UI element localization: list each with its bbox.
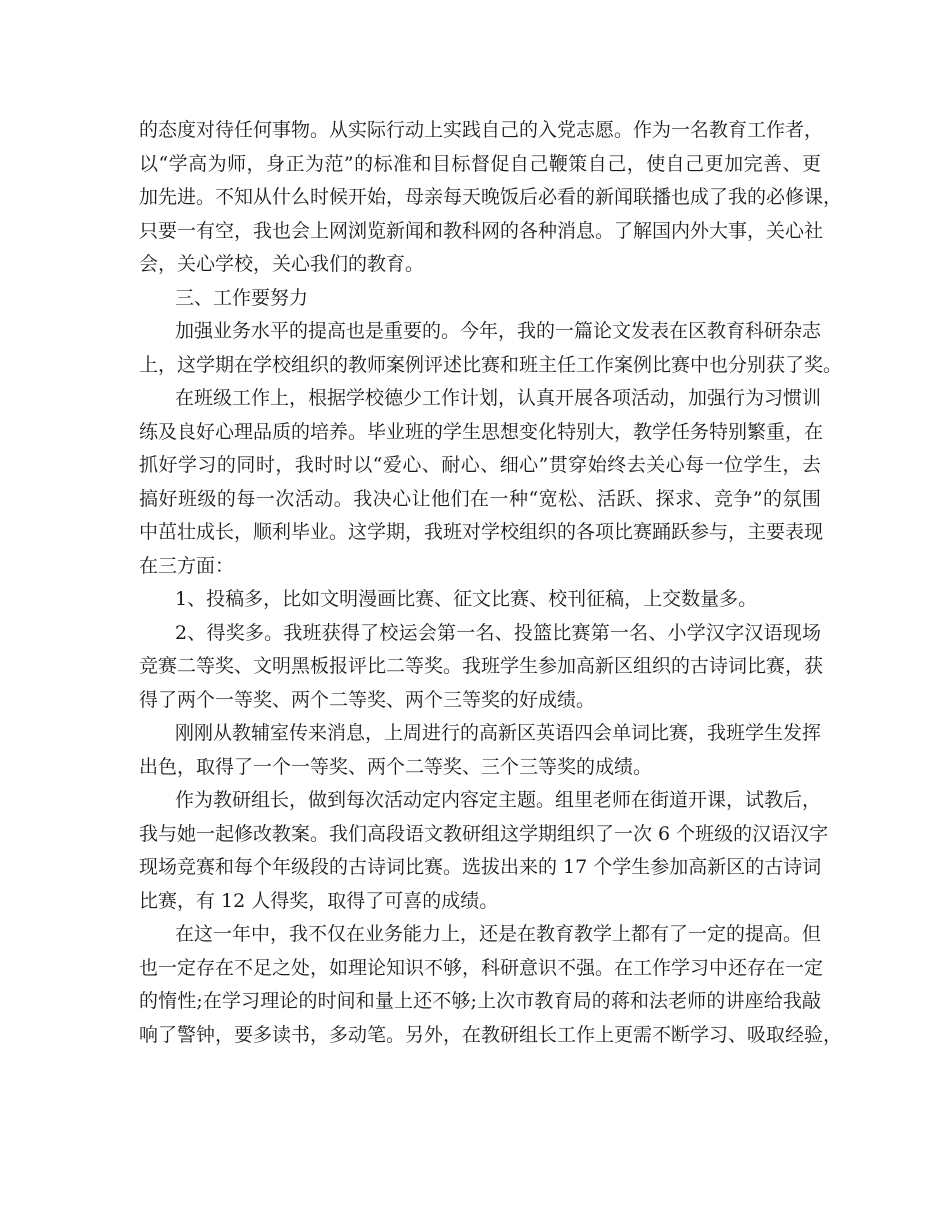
document-line: 搞好班级的每一次活动。我决心让他们在一种“宽松、活跃、探求、竞争”的氛围 <box>139 487 821 510</box>
document-line: 响了警钟，要多读书，多动笔。另外，在教研组长工作上更需不断学习、吸取经验， <box>139 1023 843 1046</box>
document-line: 比赛，有 12 人得奖，取得了可喜的成绩。 <box>139 889 499 912</box>
document-line: 现场竞赛和每个年级段的古诗词比赛。选拔出来的 17 个学生参加高新区的古诗词 <box>139 856 822 878</box>
document-line: 竞赛二等奖、文明黑板报评比二等奖。我班学生参加高新区组织的古诗词比赛，获 <box>139 655 824 677</box>
document-line: 上，这学期在学校组织的教师案例评述比赛和班主任工作案例比赛中也分别获了奖。 <box>139 353 843 376</box>
document-line: 作为教研组长，做到每次活动定内容定主题。组里老师在街道开课，试教后， <box>175 789 822 811</box>
document-line: 加先进。不知从什么时候开始，母亲每天晚饭后必看的新闻联播也成了我的必修课， <box>139 186 843 208</box>
document-line: 三、工作要努力 <box>175 286 309 309</box>
document-line: 抓好学习的同时，我时时以“爱心、耐心、细心”贯穿始终去关心每一位学生，去 <box>139 454 821 476</box>
document-line: 出色，取得了一个一等奖、两个二等奖、三个三等奖的成绩。 <box>139 755 653 778</box>
document-body <box>139 114 843 1052</box>
document-line: 刚刚从教辅室传来消息，上周进行的高新区英语四会单词比赛，我班学生发挥 <box>175 722 822 744</box>
document-line: 的惰性;在学习理论的时间和量上还不够;上次市教育局的蒋和法老师的讲座给我敲 <box>139 990 821 1012</box>
document-line: 在这一年中，我不仅在业务能力上，还是在教育教学上都有了一定的提高。但 <box>175 923 822 945</box>
document-line: 的态度对待任何事物。从实际行动上实践自己的入党志愿。作为一名教育工作者， <box>139 119 824 141</box>
document-line: 在班级工作上，根据学校德少工作计划，认真开展各项活动，加强行为习惯训 <box>175 387 822 409</box>
document-line: 只要一有空，我也会上网浏览新闻和教科网的各种消息。了解国内外大事，关心社 <box>139 219 824 242</box>
document-line: 加强业务水平的提高也是重要的。今年，我的一篇论文发表在区教育科研杂志 <box>175 320 822 342</box>
document-line: 1、投稿多，比如文明漫画比赛、征文比赛、校刊征稿，上交数量多。 <box>175 588 758 610</box>
document-line: 在三方面： <box>139 554 235 577</box>
document-line: 会，关心学校，关心我们的教育。 <box>139 253 425 275</box>
document-line: 以“学高为师，身正为范”的标准和目标督促自己鞭策自己，使自己更加完善、更 <box>139 152 821 175</box>
document-line: 我与她一起修改教案。我们高段语文教研组这学期组织了一次 6 个班级的汉语汉字 <box>139 822 829 845</box>
document-line: 也一定存在不足之处，如理论知识不够，科研意识不强。在工作学习中还存在一定 <box>139 956 824 979</box>
document-line: 2、得奖多。我班获得了校运会第一名、投篮比赛第一名、小学汉字汉语现场 <box>175 621 821 644</box>
document-line: 练及良好心理品质的培养。毕业班的学生思想变化特别大，教学任务特别繁重，在 <box>139 420 824 443</box>
document-line: 中茁壮成长，顺利毕业。这学期，我班对学校组织的各项比赛踊跃参与，主要表现 <box>139 521 824 543</box>
document-line: 得了两个一等奖、两个二等奖、两个三等奖的好成绩。 <box>139 688 596 711</box>
